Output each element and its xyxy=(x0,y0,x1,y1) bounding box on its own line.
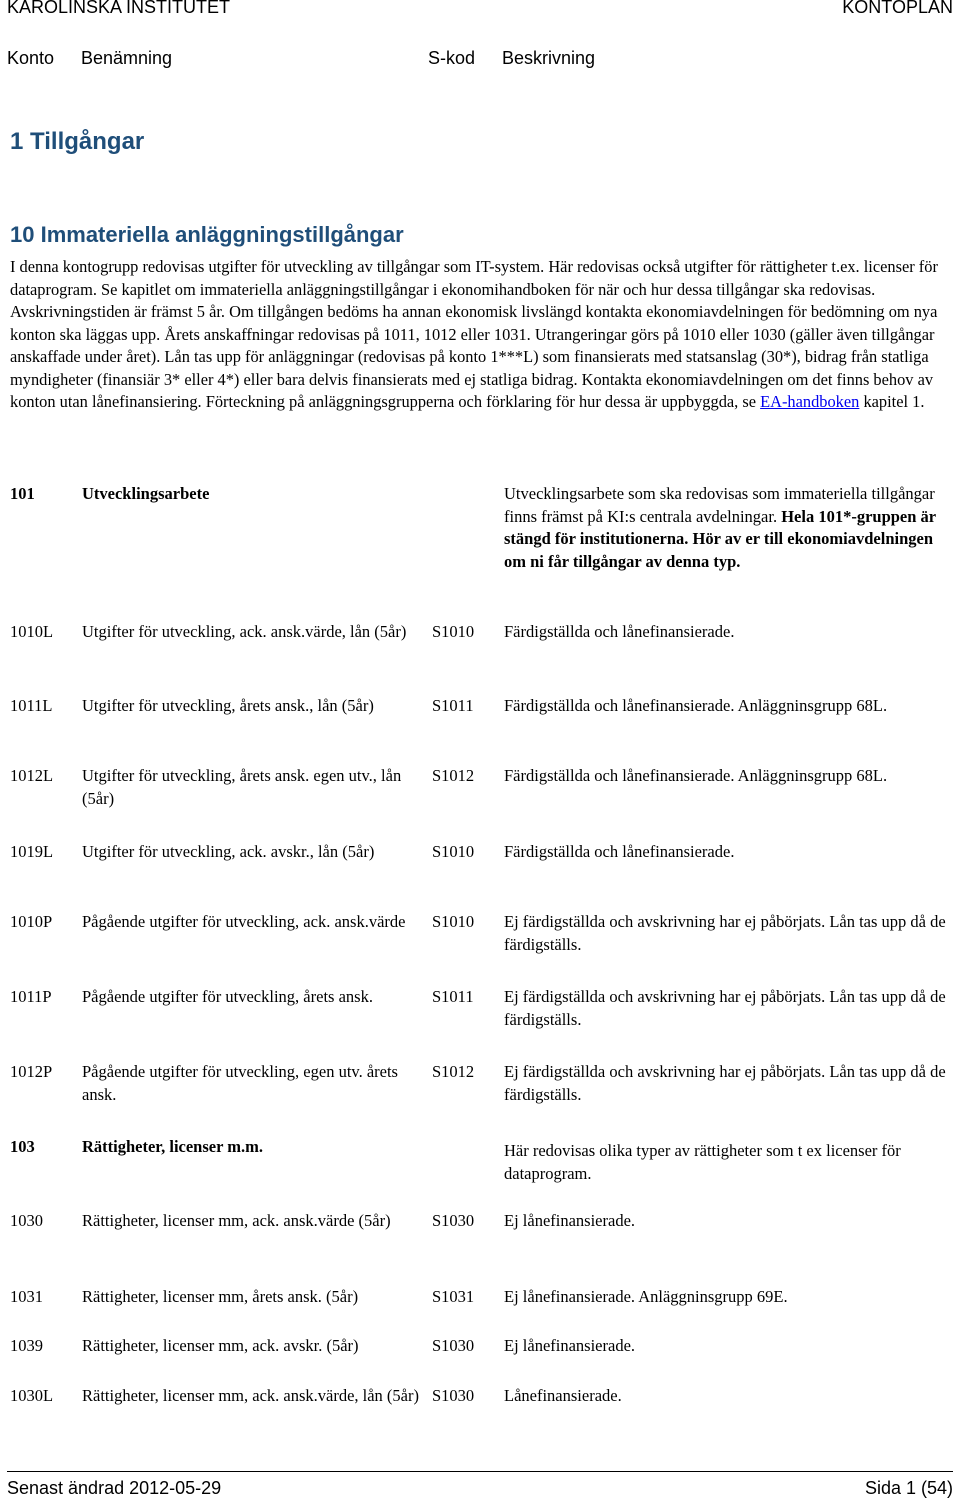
account-name: Rättigheter, licenser mm, ack. ansk.värde (5år) xyxy=(82,1211,391,1230)
group-name: Rättigheter, licenser m.m. xyxy=(82,1137,263,1156)
account-skod: S1011 xyxy=(432,696,474,715)
account-code: 1011L xyxy=(10,696,53,715)
account-skod: S1031 xyxy=(432,1287,475,1306)
account-code: 1010P xyxy=(10,912,53,931)
group-description-notice: Hela 101*-gruppen är stängd för institutionerna. Hör av er till ekonomiavdelningen om ni får tillgångar av denna typ. xyxy=(504,506,936,571)
account-code: 1019L xyxy=(10,842,54,861)
account-skod: S1010 xyxy=(432,622,475,641)
account-description: Ej lånefinansierade. Anläggninsgrupp 69E. xyxy=(504,1287,788,1306)
page-number: Sida 1 (54) xyxy=(864,1478,953,1498)
intro-text: I denna kontogrupp redovisas utgifter för utveckling av tillgångar som IT-system. Här redovisas också utgifter för rättigheter t.ex. licenser för dataprogram. Se kapitlet om immateriella anläggningstillgångar i ekonomihandboken för när och hur dessa tillgångar ska redovisas. Avskrivningstiden är främst 5 år. Om tillgången bedöms ha annan ekonomisk livslängd kontakta ekonomiavdelningen för bedömning om nya konton ska läggas upp. Årets anskaffningar redovisas på 1011, 1012 eller 1031. Utrangeringar görs på 1010 eller 1030 (gäller även tillgångar anskaffade under året). Lån tas upp för anläggningar (redovisas på konto 1***L) som finansierats med statsanslag (30*), bidrag från statliga myndigheter (finansiär 3* eller 4*) eller bara delvis finansierats med ej statliga bidrag. Kontakta ekonomiavdelningen om det finns behov av konton utan lånefinansiering. Förteckning på anläggningsgrupperna och förklaring för hur dessa är uppbyggda, se xyxy=(10,257,938,411)
footer-divider xyxy=(7,1471,953,1472)
last-modified: Senast ändrad 2012-05-29 xyxy=(7,1478,222,1498)
document-title: KONTOPLAN xyxy=(842,0,953,17)
account-code: 1010L xyxy=(10,622,54,641)
page-header xyxy=(7,0,953,18)
group-description xyxy=(504,483,959,573)
column-header-skod: S-kod xyxy=(428,48,476,68)
account-skod: S1030 xyxy=(432,1211,475,1230)
account-skod: S1010 xyxy=(432,912,475,931)
account-name: Utgifter för utveckling, ack. ansk.värde, lån (5år) xyxy=(82,622,407,641)
group-name: Utvecklingsarbete xyxy=(82,484,210,503)
account-skod: S1012 xyxy=(432,1062,475,1081)
account-code: 1012P xyxy=(10,1062,53,1081)
intro-paragraph xyxy=(10,256,955,414)
account-name: Pågående utgifter för utveckling, ack. ansk.värde xyxy=(82,912,406,931)
account-skod: S1030 xyxy=(432,1386,475,1405)
account-description: Färdigställda och lånefinansierade. Anläggninsgrupp 68L. xyxy=(504,766,888,785)
group-code: 103 xyxy=(10,1137,35,1156)
account-code: 1030 xyxy=(10,1211,43,1230)
account-name: Pågående utgifter för utveckling, årets ansk. xyxy=(82,987,373,1006)
account-description: Ej lånefinansierade. xyxy=(504,1211,636,1230)
account-code: 1031 xyxy=(10,1287,43,1306)
account-name: Pågående utgifter för utveckling, egen utv. årets ansk. xyxy=(82,1062,398,1104)
ea-handbook-link[interactable]: EA-handboken xyxy=(760,392,860,411)
account-description: Färdigställda och lånefinansierade. xyxy=(504,622,735,641)
account-name: Rättigheter, licenser mm, årets ansk. (5år) xyxy=(82,1287,359,1306)
account-description: Färdigställda och lånefinansierade. xyxy=(504,842,735,861)
account-name: Utgifter för utveckling, ack. avskr., lån (5år) xyxy=(82,842,375,861)
subsection-heading: 10 Immateriella anläggningstillgångar xyxy=(10,222,404,247)
account-name: Utgifter för utveckling, årets ansk., lån (5år) xyxy=(82,696,374,715)
page-footer xyxy=(7,1478,953,1499)
account-skod: S1011 xyxy=(432,987,474,1006)
account-description: Lånefinansierade. xyxy=(504,1386,622,1405)
account-code: 1011P xyxy=(10,987,52,1006)
account-code: 1012L xyxy=(10,766,54,785)
group-description: Här redovisas olika typer av rättigheter som t ex licenser för dataprogram. xyxy=(504,1141,901,1183)
group-description-text: Utvecklingsarbete som ska redovisas som immateriella tillgångar finns främst på KI:s centrala avdelningar. xyxy=(504,484,935,526)
account-skod: S1010 xyxy=(432,842,475,861)
account-description: Färdigställda och lånefinansierade. Anläggninsgrupp 68L. xyxy=(504,696,888,715)
account-description: Ej färdigställda och avskrivning har ej påbörjats. Lån tas upp då de färdigställs. xyxy=(504,912,946,954)
account-skod: S1012 xyxy=(432,766,475,785)
account-skod: S1030 xyxy=(432,1336,475,1355)
account-code: 1039 xyxy=(10,1336,43,1355)
column-header-beskrivning: Beskrivning xyxy=(502,48,596,68)
group-code: 101 xyxy=(10,484,35,503)
account-code: 1030L xyxy=(10,1386,54,1405)
column-header-konto: Konto xyxy=(7,48,55,68)
column-header-benamning: Benämning xyxy=(81,48,173,68)
account-name: Utgifter för utveckling, årets ansk. egen utv., lån (5år) xyxy=(82,766,402,808)
account-description: Ej färdigställda och avskrivning har ej påbörjats. Lån tas upp då de färdigställs. xyxy=(504,987,946,1029)
account-name: Rättigheter, licenser mm, ack. ansk.värde, lån (5år) xyxy=(82,1386,419,1405)
account-description: Ej lånefinansierade. xyxy=(504,1336,636,1355)
intro-text-end: kapitel 1. xyxy=(859,392,925,411)
section-heading: 1 Tillgångar xyxy=(10,128,145,155)
account-name: Rättigheter, licenser mm, ack. avskr. (5år) xyxy=(82,1336,359,1355)
account-description: Ej färdigställda och avskrivning har ej påbörjats. Lån tas upp då de färdigställs. xyxy=(504,1062,946,1104)
institution-name: KAROLINSKA INSTITUTET xyxy=(7,0,231,17)
